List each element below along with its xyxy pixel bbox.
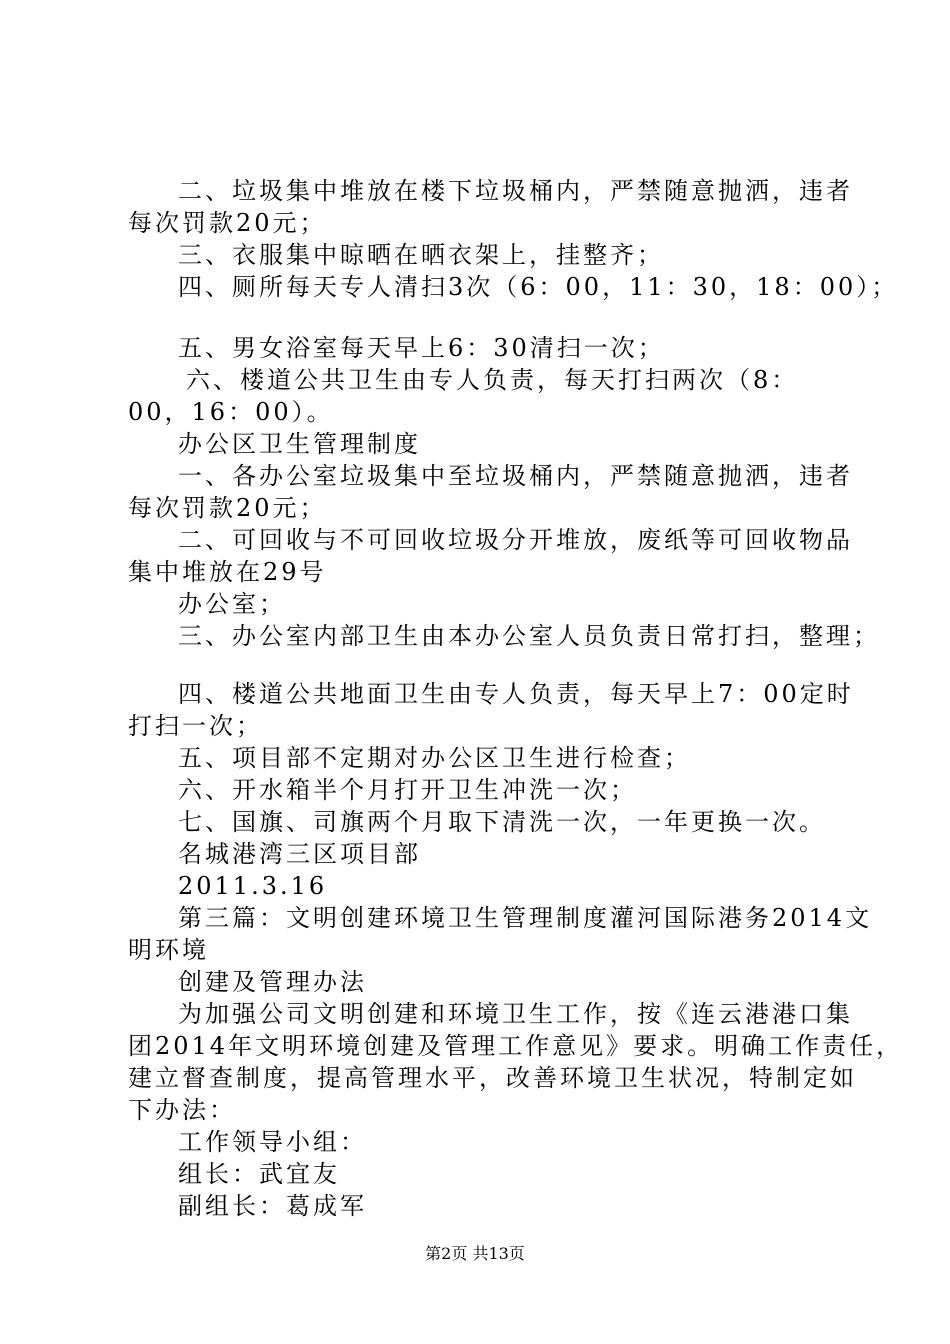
text-line: 集中堆放在29号 (128, 558, 327, 586)
text-line: 五、项目部不定期对办公区卫生进行检查； (178, 744, 691, 772)
text-line: 建立督查制度，提高管理水平，改善环境卫生状况，特制定如 (128, 1064, 857, 1092)
text-line: 三、衣服集中晾晒在晒衣架上，挂整齐； (178, 241, 664, 269)
text-line: 四、楼道公共地面卫生由专人负责，每天早上7：00定时 (178, 680, 854, 708)
page-footer (0, 1244, 950, 1264)
chapter-title-continued: 明环境 (128, 936, 209, 964)
text-line: 副组长：葛成军 (178, 1192, 367, 1220)
paragraph-gap (128, 303, 838, 332)
text-line: 每次罚款20元； (128, 494, 327, 522)
text-line: 二、垃圾集中堆放在楼下垃圾桶内，严禁随意抛洒，违者 (178, 177, 853, 205)
text-line: 工作领导小组： (178, 1128, 367, 1156)
text-line: 为加强公司文明创建和环境卫生工作，按《连云港港口集 (178, 1000, 853, 1028)
section-heading: 办公区卫生管理制度 (178, 430, 421, 458)
text-line: 六、开水箱半个月打开卫生冲洗一次； (178, 776, 637, 804)
signature-date: 2011.3.16 (178, 872, 328, 900)
text-line: 五、男女浴室每天早上6：30清扫一次； (178, 334, 665, 362)
chapter-subtitle: 创建及管理办法 (178, 968, 367, 996)
chapter-title: 第三篇：文明创建环境卫生管理制度灌河国际港务2014文 (178, 904, 873, 932)
signature-org: 名城港湾三区项目部 (178, 840, 421, 868)
text-line: 00，16：00）。 (128, 398, 334, 426)
text-line: 打扫一次； (128, 712, 263, 740)
text-line: 一、各办公室垃圾集中至垃圾桶内，严禁随意抛洒，违者 (178, 462, 853, 490)
text-line: 二、可回收与不可回收垃圾分开堆放，废纸等可回收物品 (178, 526, 853, 554)
text-line: 六、楼道公共卫生由专人负责，每天打扫两次（8： (186, 366, 799, 394)
page-number-label: 第2页 共13页 (425, 1244, 525, 1263)
text-line: 团2014年文明环境创建及管理工作意见》要求。明确工作责任， (128, 1032, 904, 1060)
text-line: 七、国旗、司旗两个月取下清洗一次，一年更换一次。 (178, 808, 826, 836)
paragraph-gap (128, 652, 838, 678)
text-line: 办公室； (178, 590, 286, 618)
document-body (128, 175, 904, 1222)
text-line: 组长：武宜友 (178, 1160, 340, 1188)
text-line: 每次罚款20元； (128, 209, 327, 237)
text-line: 三、办公室内部卫生由本办公室人员负责日常打扫，整理； (178, 622, 880, 650)
text-line: 下办法： (128, 1096, 236, 1124)
text-line: 四、厕所每天专人清扫3次（6：00，11：30，18：00）； (178, 273, 899, 301)
